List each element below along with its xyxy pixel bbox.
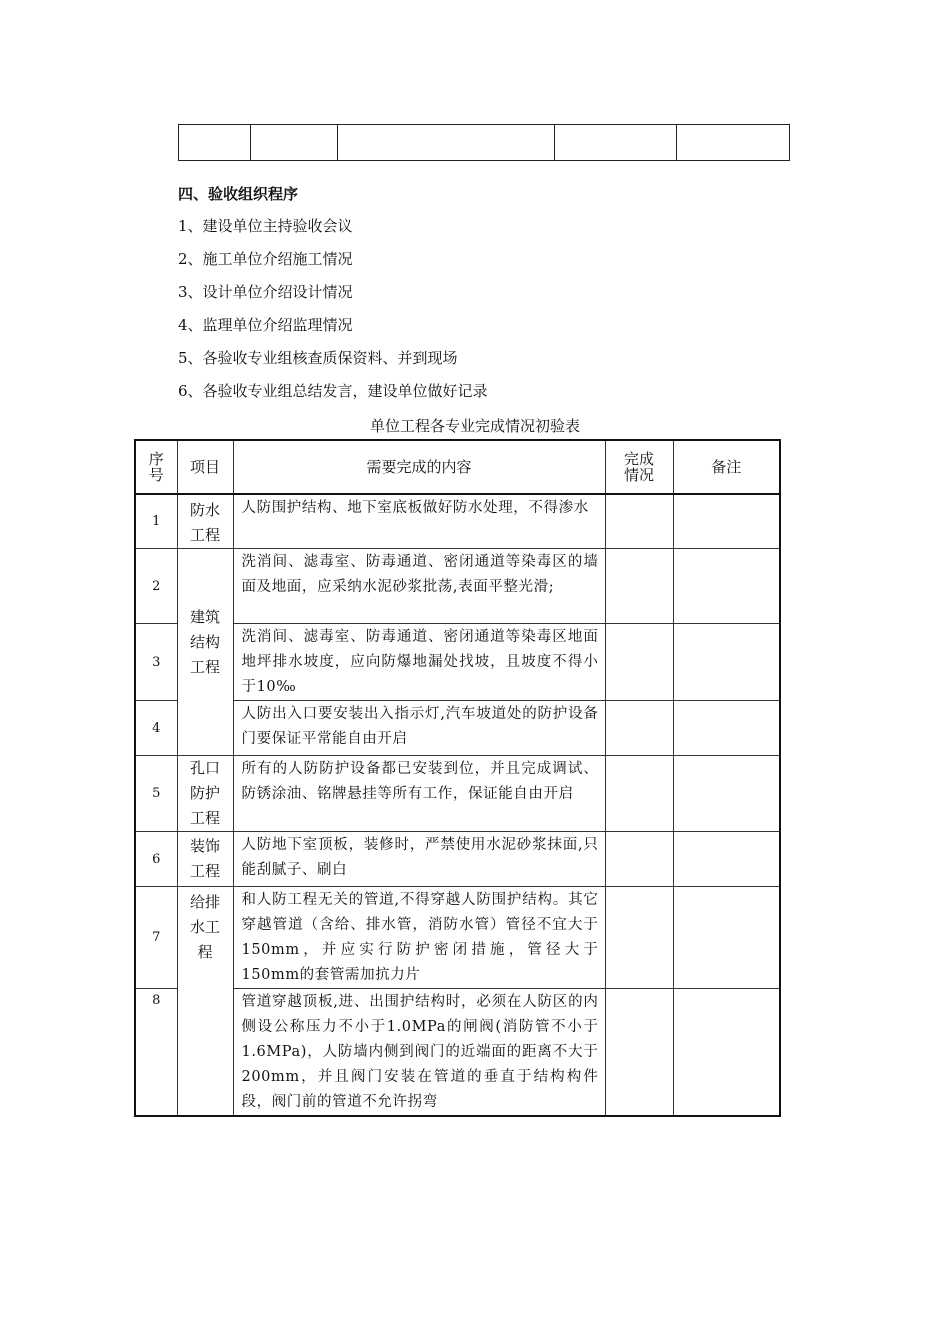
project-cell: 防水工程 [177,494,233,549]
content-cell: 洗消间、滤毒室、防毒通道、密闭通道等染毒区地面地坪排水坡度，应向防爆地漏处找坡，且坡度不得小于10‰ [233,624,605,701]
table-row [135,832,780,887]
table-caption: 单位工程各专业完成情况初验表 [369,417,580,435]
content-cell: 管道穿越顶板,进、出围护结构时，必须在人防区的内侧设公称压力不小于1.0MPa的闸阀(消防管不小于1.6MPa)，人防墙内侧到阀门的近端面的距离不大于200mm，并且阀门安装在管道的垂直于结构构件段，阀门前的管道不允许拐弯 [233,989,605,1117]
content-cell: 人防地下室顶板，装修时，严禁使用水泥砂浆抹面,只能刮腻子、刷白 [233,832,605,887]
procedure-step: 5、各验收专业组核查质保资料、并到现场 [178,349,458,367]
status-cell[interactable] [605,887,673,989]
project-cell: 给排水工程 [177,887,233,1117]
header-content: 需要完成的内容 [233,440,605,494]
row-index: 6 [135,832,177,887]
status-cell[interactable] [605,701,673,756]
header-index: 序号 [135,440,177,494]
remarks-cell[interactable] [673,887,780,989]
procedure-step: 2、施工单位介绍施工情况 [178,250,353,268]
procedure-step: 3、设计单位介绍设计情况 [178,283,353,301]
remarks-cell[interactable] [673,549,780,624]
content-cell: 所有的人防防护设备都已安装到位，并且完成调试、防锈涂油、铭牌悬挂等所有工作，保证能自由开启 [233,756,605,832]
row-index: 4 [135,701,177,756]
remarks-cell[interactable] [673,701,780,756]
project-cell: 孔口防护工程 [177,756,233,832]
header-project: 项目 [177,440,233,494]
procedure-step: 6、各验收专业组总结发言，建设单位做好记录 [178,382,488,400]
status-cell[interactable] [605,494,673,549]
header-status: 完成情况 [605,440,673,494]
status-cell[interactable] [605,989,673,1117]
project-cell: 建筑结构工程 [177,549,233,756]
table-cell [555,125,677,161]
remarks-cell[interactable] [673,989,780,1117]
table-row [135,494,780,549]
row-index: 8 [135,989,177,1117]
table-cell [179,125,251,161]
content-cell: 人防出入口要安装出入指示灯,汽车坡道处的防护设备门要保证平常能自由开启 [233,701,605,756]
header-remarks: 备注 [673,440,780,494]
status-cell[interactable] [605,756,673,832]
content-cell: 洗消间、滤毒室、防毒通道、密闭通道等染毒区的墙面及地面，应采纳水泥砂浆批荡,表面平整光滑; [233,549,605,624]
table-cell [338,125,555,161]
procedure-step: 1、建设单位主持验收会议 [178,217,353,235]
remarks-cell[interactable] [673,494,780,549]
procedure-list [178,216,488,414]
status-cell[interactable] [605,624,673,701]
row-index: 1 [135,494,177,549]
remarks-cell[interactable] [673,832,780,887]
inspection-table [134,439,781,1117]
status-cell[interactable] [605,549,673,624]
table-row [135,549,780,624]
table-row [135,887,780,989]
table-row [179,125,790,161]
row-index: 3 [135,624,177,701]
table-row [135,756,780,832]
previous-table-fragment [178,124,790,161]
table-header-row [135,440,780,494]
remarks-cell[interactable] [673,756,780,832]
row-index: 7 [135,887,177,989]
section-heading: 四、验收组织程序 [178,185,299,203]
project-cell: 装饰工程 [177,832,233,887]
remarks-cell[interactable] [673,624,780,701]
content-cell: 人防围护结构、地下室底板做好防水处理，不得渗水 [233,494,605,549]
table-cell [251,125,338,161]
content-cell: 和人防工程无关的管道,不得穿越人防围护结构。其它穿越管道（含给、排水管，消防水管）管径不宜大于150mm，并应实行防护密闭措施，管径大于150mm的套管需加抗力片 [233,887,605,989]
row-index: 5 [135,756,177,832]
status-cell[interactable] [605,832,673,887]
procedure-step: 4、监理单位介绍监理情况 [178,316,353,334]
row-index: 2 [135,549,177,624]
table-cell [677,125,790,161]
